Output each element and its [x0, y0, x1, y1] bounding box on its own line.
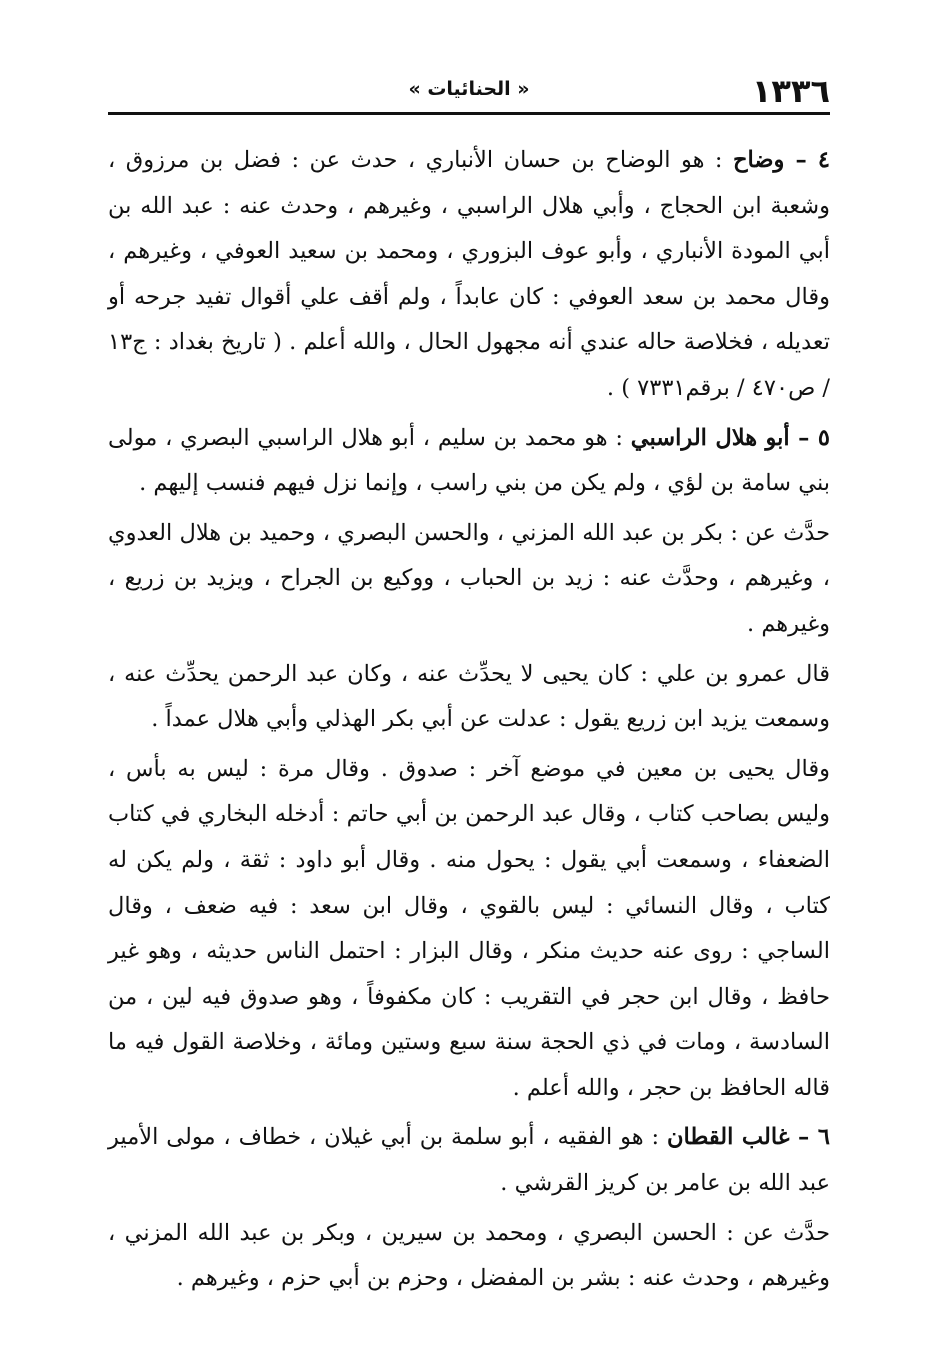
header-rule	[108, 112, 830, 115]
entry-heading: ٥ – أبو هلال الراسبي	[630, 424, 830, 451]
entry-text: : هو الوضاح بن حسان الأنباري ، حدث عن : فضل بن مرزوق ، وشعبة ابن الحجاج ، وأبي هلال الراسبي ، وغيرهم ، وحدث عنه : عبد الله بن أبي المودة الأنباري ، وأبو عوف البزوري ، ومحمد بن سعيد العوفي ، وغيرهم ، وقال محمد بن سعد العوفي : كان عابداً ، ولم أقف علي أقوال تفيد جرحه أو تعديله ، فخلاصة حاله عندي أنه مجهول الحال ، والله أعلم . ( تاريخ بغداد : ج١٣ / ص٤٧٠ / برقم٧٣٣١ ) .	[108, 147, 830, 401]
entry-paragraph-4	[108, 652, 830, 743]
page-header	[108, 70, 830, 112]
body-text	[108, 138, 830, 1306]
entry-paragraph-7	[108, 1211, 830, 1302]
page-number: ١٣٣٦	[751, 72, 830, 110]
entry-paragraph-5	[108, 747, 830, 1112]
entry-text: حدَّث عن : الحسن البصري ، ومحمد بن سيرين ، وبكر بن عبد الله المزني ، وغيرهم ، وحدث عنه : بشر بن المفضل ، وحزم بن أبي حزم ، وغيرهم .	[108, 1219, 830, 1292]
entry-heading: ٦ – غالب القطان	[667, 1124, 830, 1151]
entry-text: : هو محمد بن سليم ، أبو هلال الراسبي البصري ، مولى بني سامة بن لؤي ، ولم يكن من بني راسب ، وإنما نزل فيهم فنسب إليهم .	[108, 424, 830, 497]
entry-text: : هو الفقيه ، أبو سلمة بن أبي غيلان ، خطاف ، مولى الأمير عبد الله بن عامر بن كريز القرشي .	[108, 1124, 830, 1197]
entry-paragraph-2	[108, 416, 830, 507]
entry-paragraph-6	[108, 1115, 830, 1206]
entry-text: حدَّث عن : بكر بن عبد الله المزني ، والحسن البصري ، وحميد بن هلال العدوي ، وغيرهم ، وحدَّث عنه : زيد بن الحباب ، ووكيع بن الجراح ، ويزيد بن زريع ، وغيرهم .	[108, 519, 830, 637]
entry-heading: ٤ – وضاح	[732, 147, 830, 173]
entry-text: وقال يحيى بن معين في موضع آخر : صدوق . وقال مرة : ليس به بأس ، وليس بصاحب كتاب ، وقال عبد الرحمن بن أبي حاتم : أدخله البخاري في كتاب الضعفاء ، وسمعت أبي يقول : يحول منه . وقال أبو داود : ثقة ، ولم يكن له كتاب ، وقال النسائي : ليس بالقوي ، وقال ابن سعد : فيه ضعف ، وقال الساجي : روى عنه حديث منكر ، وقال البزار : احتمل الناس حديثه ، وهو غير حافظ ، وقال ابن حجر في التقريب : كان مكفوفاً ، وهو صدوق فيه لين ، من السادسة ، ومات في ذي الحجة سنة سبع وستين ومائة ، وخلاصة القول فيه ما قاله الحافظ بن حجر ، والله أعلم .	[108, 755, 830, 1101]
entry-text: قال عمرو بن علي : كان يحيى لا يحدِّث عنه ، وكان عبد الرحمن يحدِّث عنه ، وسمعت يزيد ابن زريع يقول : عدلت عن أبي بكر الهذلي وأبي هلال عمداً .	[108, 660, 830, 733]
running-title: « الحنائيات »	[408, 78, 530, 100]
entry-paragraph-3	[108, 511, 830, 648]
entry-paragraph-1	[108, 138, 830, 412]
